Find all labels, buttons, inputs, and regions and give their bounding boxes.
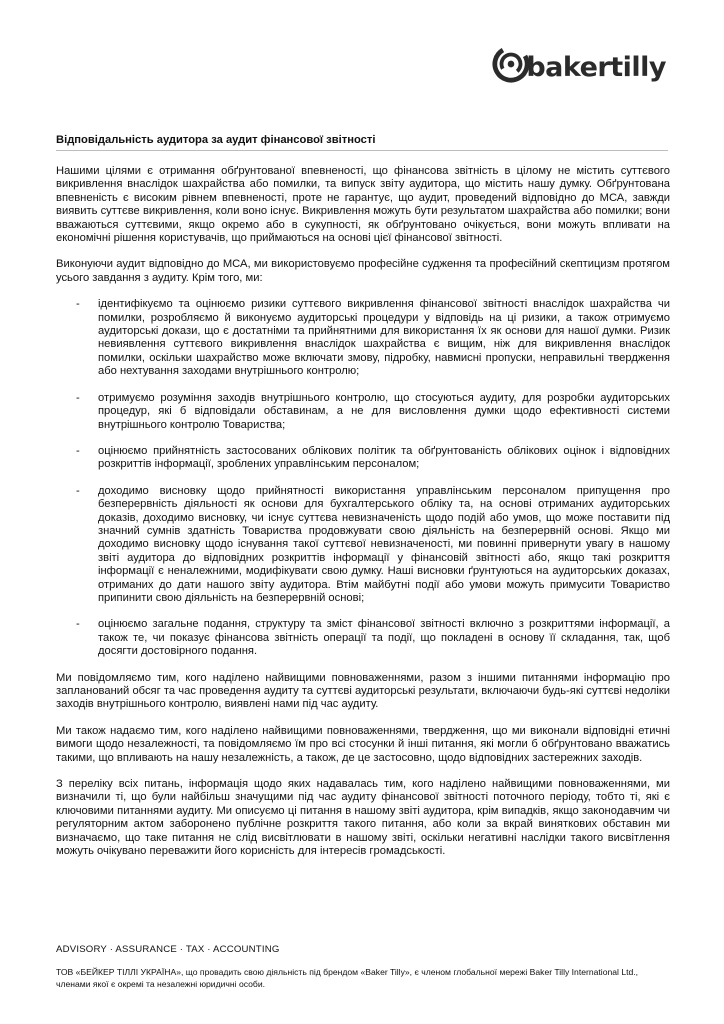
paragraph-1: Нашими цілями є отримання обґрунтованої впевненості, що фінансова звітність в цілому не містить суттєвого викривлення внаслідок шахрайства або помилки, та випуск звіту аудитора, що містить нашу думку. Обґрунтована впевненість є високим рівнем впевненості, проте не гарантує, що аудит, проведений відповідно до МСА, завжди виявить суттєве викривлення, коли воно існує. Викривлення можуть бути результатом шахрайства або помилки; вони вважаються суттєвими, якщо окремо або в сукупності, як обґрунтовано очікується, вони можуть впливати на економічні рішення користувачів, що приймаються на основі цієї фінансової звітності.: [56, 165, 670, 245]
list-item: [56, 392, 670, 432]
list-item-text: ідентифікуємо та оцінюємо ризики суттєвого викривлення фінансової звітності внаслідок шахрайства чи помилки, розробляємо й виконуємо аудиторські процедури у відповідь на ці ризики, а також отримуємо аудиторські докази, що є достатніми та прийнятними для використання їх як основи для нашої думки. Ризик невиявлення суттєвого викривлення внаслідок шахрайства є вищим, ніж для викривлення внаслідок помилки, оскільки шахрайство може включати змову, підробку, навмисні пропуски, неправильні твердження або нехтування заходами внутрішнього контролю;: [98, 298, 670, 378]
bakertilly-swirl-icon: [492, 45, 530, 83]
list-item: [56, 618, 670, 658]
bullet-dash: -: [76, 444, 80, 457]
paragraph-3: Ми повідомляємо тим, кого наділено найвищими повноваженнями, разом з іншими питаннями інформацію про запланований обсяг та час проведення аудиту та суттєві аудиторські результати, включаючи будь-які суттєві недоліки заходів внутрішнього контролю, виявлені нами під час аудиту.: [56, 671, 670, 711]
paragraph-5: З переліку всіх питань, інформація щодо яких надавалась тим, кого наділено найвищими повноваженнями, ми визначили ті, що були найбільш значущими під час аудиту фінансової звітності поточного періоду, тобто ті, які є ключовими питаннями аудиту. Ми описуємо ці питання в нашому звіті аудитора, крім випадків, якщо законодавчим чи регуляторним актом заборонено публічне розкриття такого питання, або коли за вкрай виняткових обставин ми визначаємо, що таке питання не слід висвітлювати в нашому звіті, оскільки негативні наслідки такого висвітлення можуть очікувано переважити його корисність для інтересів громадськості.: [56, 778, 670, 858]
bullet-dash: -: [76, 298, 80, 311]
list-item-text: отримуємо розуміння заходів внутрішнього контролю, що стосуються аудиту, для розробки аудиторських процедур, які б відповідали обставинам, а не для висловлення думки щодо ефективності системи внутрішнього контролю Товариства;: [98, 391, 670, 431]
bullet-dash: -: [76, 391, 80, 404]
footer-note: ТОВ «БЕЙКЕР ТІЛЛІ УКРАЇНА», що провадить свою діяльність під брендом «Baker Tilly», є членом глобальної мережі Baker Tilly International Ltd., членами якої є окремі та незалежні юридичні особи.: [56, 967, 639, 989]
logo-text: bakertilly: [526, 52, 666, 83]
bakertilly-logo: [492, 44, 666, 83]
list-item-text: оцінюємо прийнятність застосованих облікових політик та обґрунтованість облікових оцінок і відповідних розкриттів інформації, зроблених управлінським персоналом;: [98, 444, 670, 471]
bullet-dash: -: [76, 484, 80, 497]
list-item: [56, 485, 670, 606]
section-title: Відповідальність аудитора за аудит фінансової звітності: [56, 133, 668, 151]
document-body: [56, 165, 670, 871]
list-item: [56, 298, 670, 378]
paragraph-2: Виконуючи аудит відповідно до МСА, ми використовуємо професійне судження та професійний скептицизм протягом усього завдання з аудиту. Крім того, ми:: [56, 258, 670, 284]
bullet-dash: -: [76, 618, 80, 631]
list-item: [56, 445, 670, 472]
list-item-text: доходимо висновку щодо прийнятності використання управлінським персоналом припущення про безперервність діяльності як основи для бухгалтерського обліку та, на основі отриманих аудиторських доказів, доходимо висновку, чи існує суттєва невизначеність щодо подій або умов, що може поставити під значний сумнів здатність Товариства продовжувати свою діяльність на безперервній основі. Якщо ми доходимо висновку щодо існування такої суттєвої невизначеності, ми повинні привернути увагу в нашому звіті аудитора до відповідних розкриттів інформації у фінансовій звітності або, якщо такі розкриття інформації є неналежними, модифікувати свою думку. Наші висновки ґрунтуються на аудиторських доказах, отриманих до дати нашого звіту аудитора. Втім майбутні події або умови можуть примусити Товариство припинити свою діяльність на безперервній основі;: [98, 484, 670, 604]
procedures-list: [56, 298, 670, 658]
list-item-text: оцінюємо загальне подання, структуру та зміст фінансової звітності включно з розкриттями інформації, а також те, чи показує фінансова звітність операції та події, що покладені в основу її складання, так, щоб досягти достовірного подання.: [98, 618, 670, 658]
footer-services: ADVISORY · ASSURANCE · TAX · ACCOUNTING: [56, 944, 280, 955]
paragraph-4: Ми також надаємо тим, кого наділено найвищими повноваженнями, твердження, що ми виконали відповідні етичні вимоги щодо незалежності, та повідомляємо їм про всі стосунки й інші питання, які могли б обґрунтовано вважатись такими, що впливають на нашу незалежність, а також, де це застосовно, щодо відповідних застережних заходів.: [56, 724, 670, 764]
